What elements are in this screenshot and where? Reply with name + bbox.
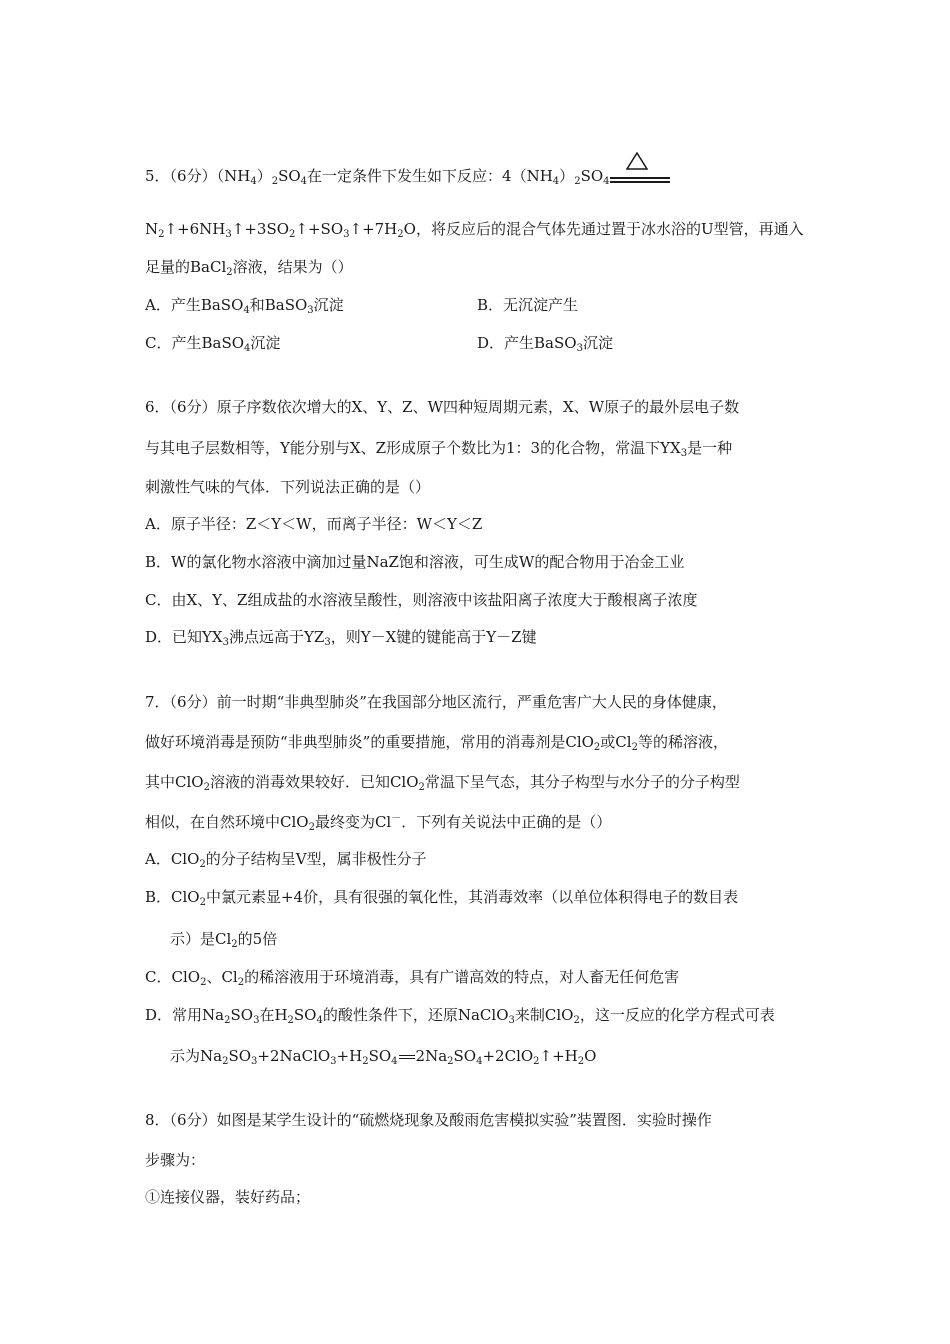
- q7-stem-line3: 其中ClO$_2$溶液的消毒效果较好．已知ClO$_2$常温下呈气态，其分子构型与水分子的分子构型: [145, 773, 740, 793]
- q8-stem: 8．（6分）如图是某学生设计的“硫燃烧现象及酸雨危害模拟实验”装置图．实验时操作: [145, 1111, 712, 1129]
- q6-stem-line2: 与其电子层数相等，Y能分别与X、Z形成原子个数比为1：3的化合物，常温下$YX_3$是一种: [145, 439, 733, 459]
- q6-option-b: B．W的氯化物水溶液中滴加过量NaZ饱和溶液，可生成W的配合物用于冶金工业: [145, 553, 685, 571]
- q5-stem: 5．（6分）$(NH_4)_2SO_4$在一定条件下发生如下反应：$4(NH_4)_2SO_4$: [145, 166, 670, 186]
- q6-option-c: C．由X、Y、Z组成盐的水溶液呈酸性，则溶液中该盐阳离子浓度大于酸根离子浓度: [145, 591, 698, 609]
- q7-stem-line2: 做好环境消毒是预防“非典型肺炎”的重要措施，常用的消毒剂是ClO$_2$或$Cl_2$等的稀溶液，: [145, 733, 728, 753]
- q7-option-d-cont: 示为$Na_2SO_3+2NaClO_3+H_2SO_4$ $2Na_2SO_4+2ClO_2↑+H_2O$: [170, 1047, 597, 1067]
- q7-option-b: B．ClO$_2$中氯元素显+4价，具有很强的氧化性，其消毒效率（以单位体积得电子的数目表: [145, 888, 739, 908]
- delta-heat-icon: [626, 152, 648, 170]
- q8-step-1: ①连接仪器，装好药品；: [145, 1188, 311, 1206]
- q5-option-a: A．产生BaSO$_4$和BaSO$_3$沉淀: [145, 296, 344, 316]
- q6-option-d: D．已知$YX_3$沸点远高于$YZ_3$，则Y－X键的键能高于Y－Z键: [145, 628, 537, 648]
- q5-option-d: D．产生BaSO$_3$沉淀: [477, 334, 613, 354]
- q7-option-c: C．ClO$_2$、$Cl_2$的稀溶液用于环境消毒，具有广谱高效的特点，对人畜无任何危害: [145, 968, 680, 988]
- q5-option-b: B．无沉淀产生: [477, 296, 579, 314]
- q7-option-a: A．ClO$_2$的分子结构呈V型，属非极性分子: [145, 850, 427, 870]
- q5-option-c: C．产生BaSO$_4$沉淀: [145, 334, 281, 354]
- equals-sign-icon: [398, 1046, 416, 1066]
- q6-stem: 6．（6分）原子序数依次增大的X、Y、Z、W四种短周期元素，X、W原子的最外层电子数: [145, 398, 740, 416]
- q6-option-a: A．原子半径：Z＜Y＜W，而离子半径：W＜Y＜Z: [145, 515, 483, 533]
- q7-stem-line4: 相似，在自然环境中ClO$_2$最终变为Cl－．下列有关说法中正确的是（）: [145, 813, 612, 833]
- heating-condition-sign: [610, 166, 670, 186]
- q5-stem-line2: $N_2↑+6NH_3↑+3SO_2↑+SO_3↑+7H_2O$，将反应后的混合气体先通过置于冰水浴的U型管，再通入: [145, 220, 804, 240]
- q7-option-b-cont: 示）是$Cl_2$的5倍: [170, 930, 278, 950]
- q7-stem: 7．（6分）前一时期“非典型肺炎”在我国部分地区流行，严重危害广大人民的身体健康，: [145, 693, 727, 711]
- q6-stem-line3: 刺激性气味的气体．下列说法正确的是（）: [145, 478, 431, 496]
- q7-option-d: D．常用$Na_2SO_3$在$H_2SO_4$的酸性条件下，还原NaClO$_3$来制ClO$_2$，这一反应的化学方程式可表: [145, 1006, 775, 1026]
- q8-stem-line2: 步骤为：: [145, 1151, 206, 1169]
- q5-stem-line3: 足量的BaCl$_2$溶液，结果为（）: [145, 258, 353, 278]
